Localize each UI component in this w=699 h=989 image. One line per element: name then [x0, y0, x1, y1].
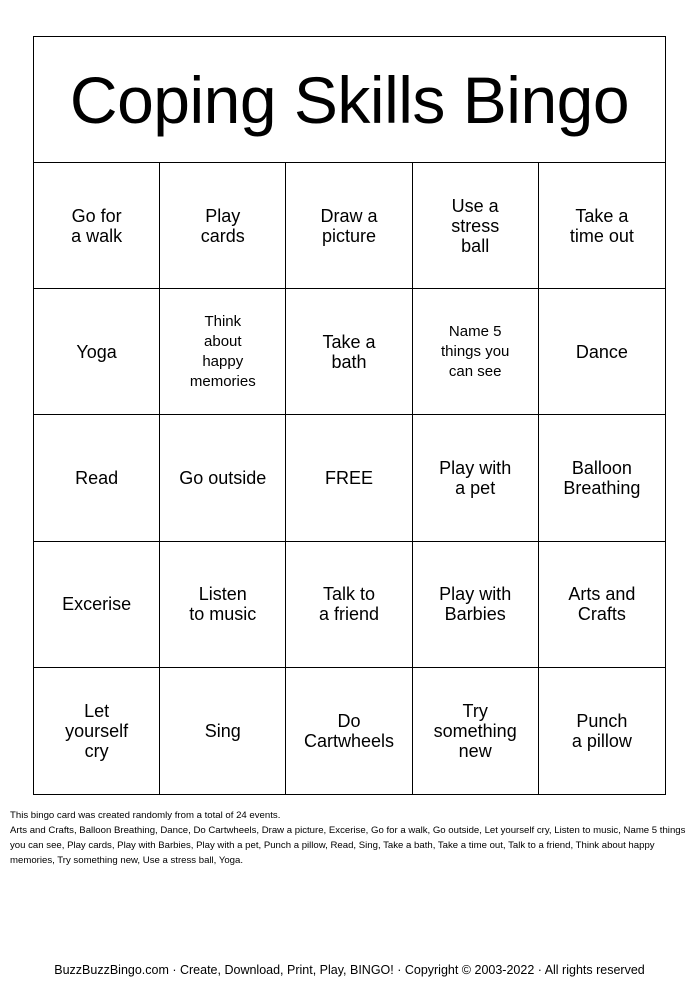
card-title: Coping Skills Bingo — [69, 62, 630, 137]
bingo-cell: Read — [34, 415, 160, 541]
bingo-cell: FREE — [286, 415, 412, 541]
bingo-cell: Use a stress ball — [413, 163, 539, 289]
bingo-cell: Let yourself cry — [34, 668, 160, 794]
bingo-cell: Try something new — [413, 668, 539, 794]
bingo-cell: Play with a pet — [413, 415, 539, 541]
footnote — [10, 808, 690, 868]
bingo-cell: Excerise — [34, 542, 160, 668]
bingo-cell: Take a bath — [286, 289, 412, 415]
bingo-cell: Play with Barbies — [413, 542, 539, 668]
bingo-grid — [34, 163, 665, 794]
site-footer: BuzzBuzzBingo.com · Create, Download, Print, Play, BINGO! · Copyright © 2003-2022 · All rights reserved — [54, 963, 645, 977]
bingo-cell: Punch a pillow — [571, 710, 632, 751]
bingo-cell: Draw a picture — [286, 163, 412, 289]
bingo-cell: Dance — [539, 289, 665, 415]
bingo-card — [33, 36, 666, 795]
bingo-cell: Think about happy memories — [160, 289, 286, 415]
title-cell — [34, 37, 665, 163]
bingo-cell: Yoga — [34, 289, 160, 415]
bingo-cell: Go for a walk — [34, 163, 160, 289]
bingo-cell: Listen to music — [160, 542, 286, 668]
bingo-cell: Balloon Breathing — [539, 415, 665, 541]
bingo-cell: Arts and Crafts — [539, 542, 665, 668]
footnote-events: Arts and Crafts, Balloon Breathing, Dance, Do Cartwheels, Draw a picture, Excerise, Go for a walk, Go outside, Let yourself cry, Listen to music, Name 5 things you can see, Play cards, Play with Barbies, Play with a pet, Punch a pillow, Read, Sing, Take a bath, Take a time out, Talk to a friend, Think about happy memories, Try something new, Use a stress ball, Yoga. — [10, 825, 686, 866]
bingo-cell: Go outside — [160, 415, 286, 541]
bingo-cell: Do Cartwheels — [286, 668, 412, 794]
bingo-cell: Talk to a friend — [286, 542, 412, 668]
bingo-cell: Sing — [160, 668, 286, 794]
bingo-cell: Name 5 things you can see — [413, 289, 539, 415]
bingo-cell: Play cards — [160, 163, 286, 289]
bingo-cell: Take a time out — [539, 163, 665, 289]
footnote-intro: This bingo card was created randomly from a total of 24 events. — [10, 810, 281, 821]
